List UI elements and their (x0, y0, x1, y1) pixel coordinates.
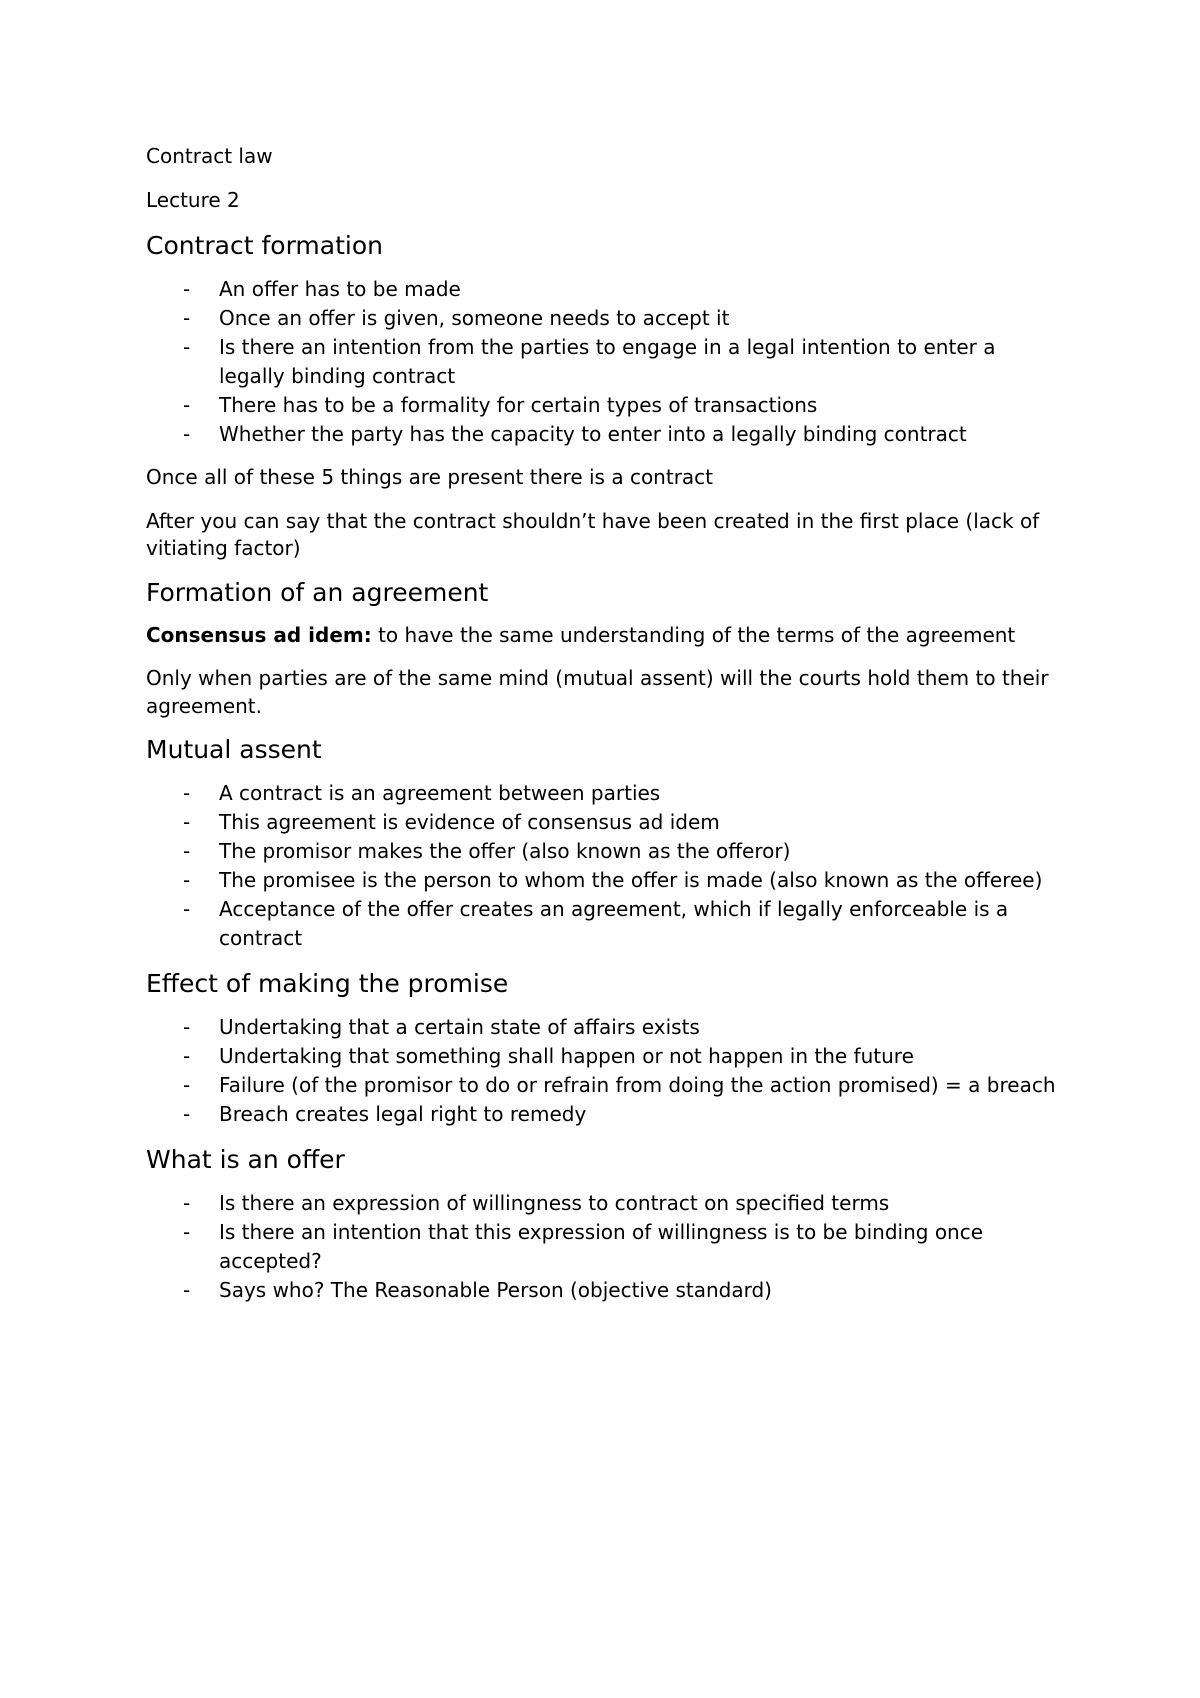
section-heading-formation-agreement: Formation of an agreement (146, 577, 489, 607)
paragraph-five-things: Once all of these 5 things are present there is a contract (146, 465, 714, 489)
list-item: - Undertaking that something shall happen or not happen in the future (146, 1042, 1066, 1071)
list-mutual-assent (146, 779, 1066, 953)
list-item: - There has to be a formality for certain types of transactions (146, 391, 1066, 420)
list-item: - Undertaking that a certain state of affairs exists (146, 1013, 1066, 1042)
dash-bullet: - (183, 1073, 191, 1097)
section-heading-what-offer: What is an offer (146, 1145, 345, 1174)
list-item: - Is there an intention from the parties to engage in a legal intention to enter a legally binding contract (183, 335, 996, 388)
paragraph-consensus-ad-idem (146, 622, 1066, 650)
section-heading-effect-promise: Effect of making the promise (146, 969, 509, 998)
dash-bullet: - (183, 1102, 191, 1126)
list-item: - Whether the party has the capacity to enter into a legally binding contract (146, 420, 1066, 449)
dash-bullet: - (183, 1015, 191, 1039)
dash-bullet: - (183, 422, 191, 446)
list-item: - An offer has to be made (146, 275, 1066, 304)
list-item: - This agreement is evidence of consensus ad idem (146, 808, 1066, 837)
list-item: - Says who? The Reasonable Person (objective standard) (146, 1276, 1066, 1305)
document-page (146, 142, 1066, 1320)
lecture-number: Lecture 2 (146, 188, 240, 212)
list-item: - Is there an expression of willingness to contract on specified terms (146, 1189, 1066, 1218)
paragraph-vitiating-factor: After you can say that the contract shouldn’t have been created in the first place (lack of vitiating factor) (146, 508, 1040, 560)
dash-bullet: - (183, 335, 191, 359)
section-heading-mutual-assent: Mutual assent (146, 735, 322, 764)
definition-consensus-ad-idem: to have the same understanding of the terms of the agreement (371, 622, 1016, 647)
dash-bullet: - (183, 839, 191, 863)
list-item: - The promisee is the person to whom the offer is made (also known as the offeree) (146, 866, 1066, 895)
list-item: - Breach creates legal right to remedy (146, 1100, 1066, 1129)
section-heading-contract-formation: Contract formation (146, 231, 383, 260)
dash-bullet: - (183, 393, 191, 417)
dash-bullet: - (183, 897, 191, 921)
paragraph-mutual-mind: Only when parties are of the same mind (mutual assent) will the courts hold them to their agreement. (146, 666, 1049, 718)
list-item: - Acceptance of the offer creates an agreement, which if legally enforceable is a contract (183, 897, 1009, 950)
list-item: - The promisor makes the offer (also known as the offeror) (146, 837, 1066, 866)
list-effect-promise (146, 1013, 1066, 1129)
dash-bullet: - (183, 1278, 191, 1302)
dash-bullet: - (183, 277, 191, 301)
dash-bullet: - (183, 868, 191, 892)
dash-bullet: - (183, 810, 191, 834)
list-item: - Once an offer is given, someone needs to accept it (146, 304, 1066, 333)
dash-bullet: - (183, 306, 191, 330)
list-item: - Is there an intention that this expression of willingness is to be binding once accepted? (183, 1220, 984, 1273)
dash-bullet: - (183, 1220, 191, 1244)
list-contract-formation (146, 275, 1066, 449)
dash-bullet: - (183, 1191, 191, 1215)
list-item: - A contract is an agreement between parties (146, 779, 1066, 808)
list-what-offer (146, 1189, 1066, 1305)
dash-bullet: - (183, 1044, 191, 1068)
course-title: Contract law (146, 144, 273, 168)
term-consensus-ad-idem: Consensus ad idem: (146, 622, 372, 647)
list-item: - Failure (of the promisor to do or refrain from doing the action promised) = a breach (146, 1071, 1066, 1100)
dash-bullet: - (183, 781, 191, 805)
